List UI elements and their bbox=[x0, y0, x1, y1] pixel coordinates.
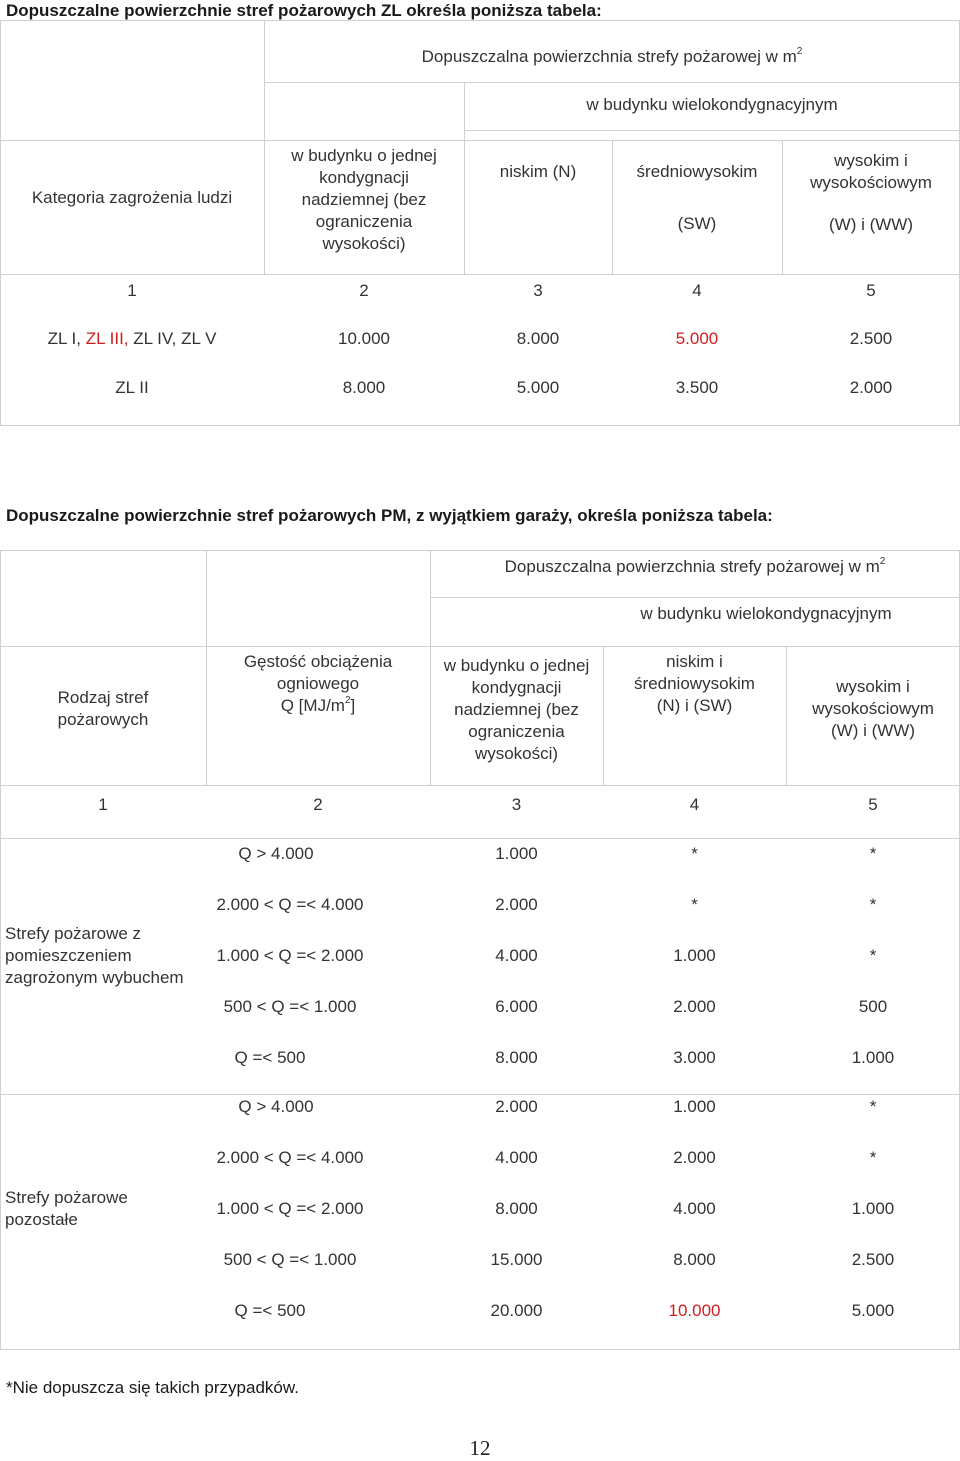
table-cell: 8.000 bbox=[342, 378, 386, 397]
table-cell: 8.000 bbox=[673, 1250, 716, 1269]
table-cell: 5.000 bbox=[516, 378, 560, 397]
page-number: 12 bbox=[469, 1436, 491, 1460]
table-cell: 2.000 bbox=[849, 378, 893, 397]
zl-header-medium: średniowysokim (SW) bbox=[636, 162, 758, 233]
table-cell: 1.000 bbox=[673, 1097, 716, 1116]
table-cell: * bbox=[869, 895, 877, 914]
table-cell: * bbox=[869, 1148, 877, 1167]
table-cell: 2.000 bbox=[495, 1097, 538, 1116]
table-cell: 1.000 < Q =< 2.000 bbox=[216, 1199, 364, 1218]
zl-header-category: Kategoria zagrożenia ludzi bbox=[31, 188, 233, 207]
table-cell: 4.000 bbox=[673, 1199, 716, 1218]
table-cell: 500 < Q =< 1.000 bbox=[223, 1250, 357, 1269]
zl-header-high: wysokim i wysokościowym (W) i (WW) bbox=[810, 151, 932, 234]
table-cell: 4.000 bbox=[495, 1148, 538, 1167]
pm-colnum: 4 bbox=[689, 795, 700, 814]
table-cell: Q > 4.000 bbox=[238, 844, 314, 863]
table-cell: 8.000 bbox=[516, 329, 560, 348]
pm-header-single-storey: w budynku o jednej kondygnacji nadziemnej (bez ograniczenia wysokości) bbox=[443, 656, 590, 763]
table-cell: 5.000 bbox=[675, 329, 719, 348]
pm-header-high: wysokim i wysokościowym (W) i (WW) bbox=[812, 677, 934, 740]
zl-colnum: 4 bbox=[692, 281, 702, 300]
pm-colnum: 1 bbox=[98, 795, 108, 814]
table-cell: 2.000 < Q =< 4.000 bbox=[216, 895, 364, 914]
section1-heading: Dopuszczalne powierzchnie stref pożarowych ZL określa poniższa tabela: bbox=[6, 1, 602, 20]
zl-header-low: niskim (N) bbox=[499, 162, 577, 181]
zl-row-category: ZL I, ZL III, ZL IV, ZL V bbox=[47, 329, 217, 348]
zl-colnum: 3 bbox=[533, 281, 543, 300]
zl-colnum: 1 bbox=[127, 281, 137, 300]
zl-row-category: ZL II bbox=[115, 378, 149, 397]
table-cell: 1.000 bbox=[851, 1048, 895, 1067]
table-cell: 5.000 bbox=[851, 1301, 895, 1320]
table-cell: 8.000 bbox=[495, 1048, 538, 1067]
pm-group-label: Strefy pożarowe pozostałe bbox=[5, 1188, 128, 1229]
table-cell: 1.000 bbox=[673, 946, 716, 965]
section2-heading: Dopuszczalne powierzchnie stref pożarowych PM, z wyjątkiem garaży, określa poniższa tabela: bbox=[6, 506, 773, 525]
table-cell: 10.000 bbox=[338, 329, 390, 348]
table-cell: 20.000 bbox=[490, 1301, 543, 1320]
table-cell: 15.000 bbox=[490, 1250, 543, 1269]
pm-header-zone-type: Rodzaj stref pożarowych bbox=[57, 688, 149, 729]
table-cell: * bbox=[691, 844, 698, 863]
table-cell: 8.000 bbox=[495, 1199, 538, 1218]
table-cell: 4.000 bbox=[495, 946, 538, 965]
table-cell: 6.000 bbox=[495, 997, 538, 1016]
table-cell: 2.000 < Q =< 4.000 bbox=[216, 1148, 364, 1167]
zl-colnum: 2 bbox=[359, 281, 369, 300]
pm-colnum: 3 bbox=[511, 795, 522, 814]
table-cell: 2.500 bbox=[849, 329, 893, 348]
table-cell: 1.000 < Q =< 2.000 bbox=[216, 946, 364, 965]
pm-header-density: Gęstość obciążenia ogniowego Q $[MJ/m^2]$ bbox=[243, 652, 393, 715]
table-cell: Q =< 500 bbox=[234, 1301, 306, 1320]
table-cell: 1.000 bbox=[495, 844, 538, 863]
zl-group-header: Dopuszczalna powierzchnia strefy pożarowej w $m^2$ bbox=[421, 46, 803, 66]
table-cell: 500 < Q =< 1.000 bbox=[223, 997, 357, 1016]
table-cell: Q > 4.000 bbox=[238, 1097, 314, 1116]
table-cell: * bbox=[869, 1097, 877, 1116]
pm-header-low-medium: niskim i średniowysokim (N) i (SW) bbox=[634, 652, 755, 715]
table-cell: 2.500 bbox=[851, 1250, 895, 1269]
table-cell: 3.500 bbox=[675, 378, 719, 397]
table-cell: Q =< 500 bbox=[234, 1048, 306, 1067]
table-cell: * bbox=[691, 895, 698, 914]
pm-multi-header: w budynku wielokondygnacyjnym bbox=[640, 604, 892, 623]
table-cell: * bbox=[869, 946, 877, 965]
table-cell: 10.000 bbox=[668, 1301, 721, 1320]
pm-group-label: Strefy pożarowe z pomieszczeniem zagrożonym wybuchem bbox=[5, 924, 184, 987]
table-cell: * bbox=[869, 844, 877, 863]
zl-multi-header: w budynku wielokondygnacyjnym bbox=[586, 95, 838, 114]
pm-group-header: Dopuszczalna powierzchnia strefy pożarowej w $m^2$ bbox=[504, 556, 886, 576]
zl-colnum: 5 bbox=[866, 281, 876, 300]
table-cell: 500 bbox=[858, 997, 888, 1016]
pm-colnum: 5 bbox=[868, 795, 878, 814]
table-cell: 3.000 bbox=[673, 1048, 716, 1067]
table-cell: 2.000 bbox=[673, 1148, 716, 1167]
table-cell: 1.000 bbox=[851, 1199, 895, 1218]
pm-colnum: 2 bbox=[313, 795, 323, 814]
zl-header-single-storey: w budynku o jednej kondygnacji nadziemnej (bez ograniczenia wysokości) bbox=[291, 146, 437, 253]
table-cell: 2.000 bbox=[673, 997, 716, 1016]
table-cell: 2.000 bbox=[495, 895, 538, 914]
footnote: *Nie dopuszcza się takich przypadków. bbox=[6, 1378, 299, 1397]
